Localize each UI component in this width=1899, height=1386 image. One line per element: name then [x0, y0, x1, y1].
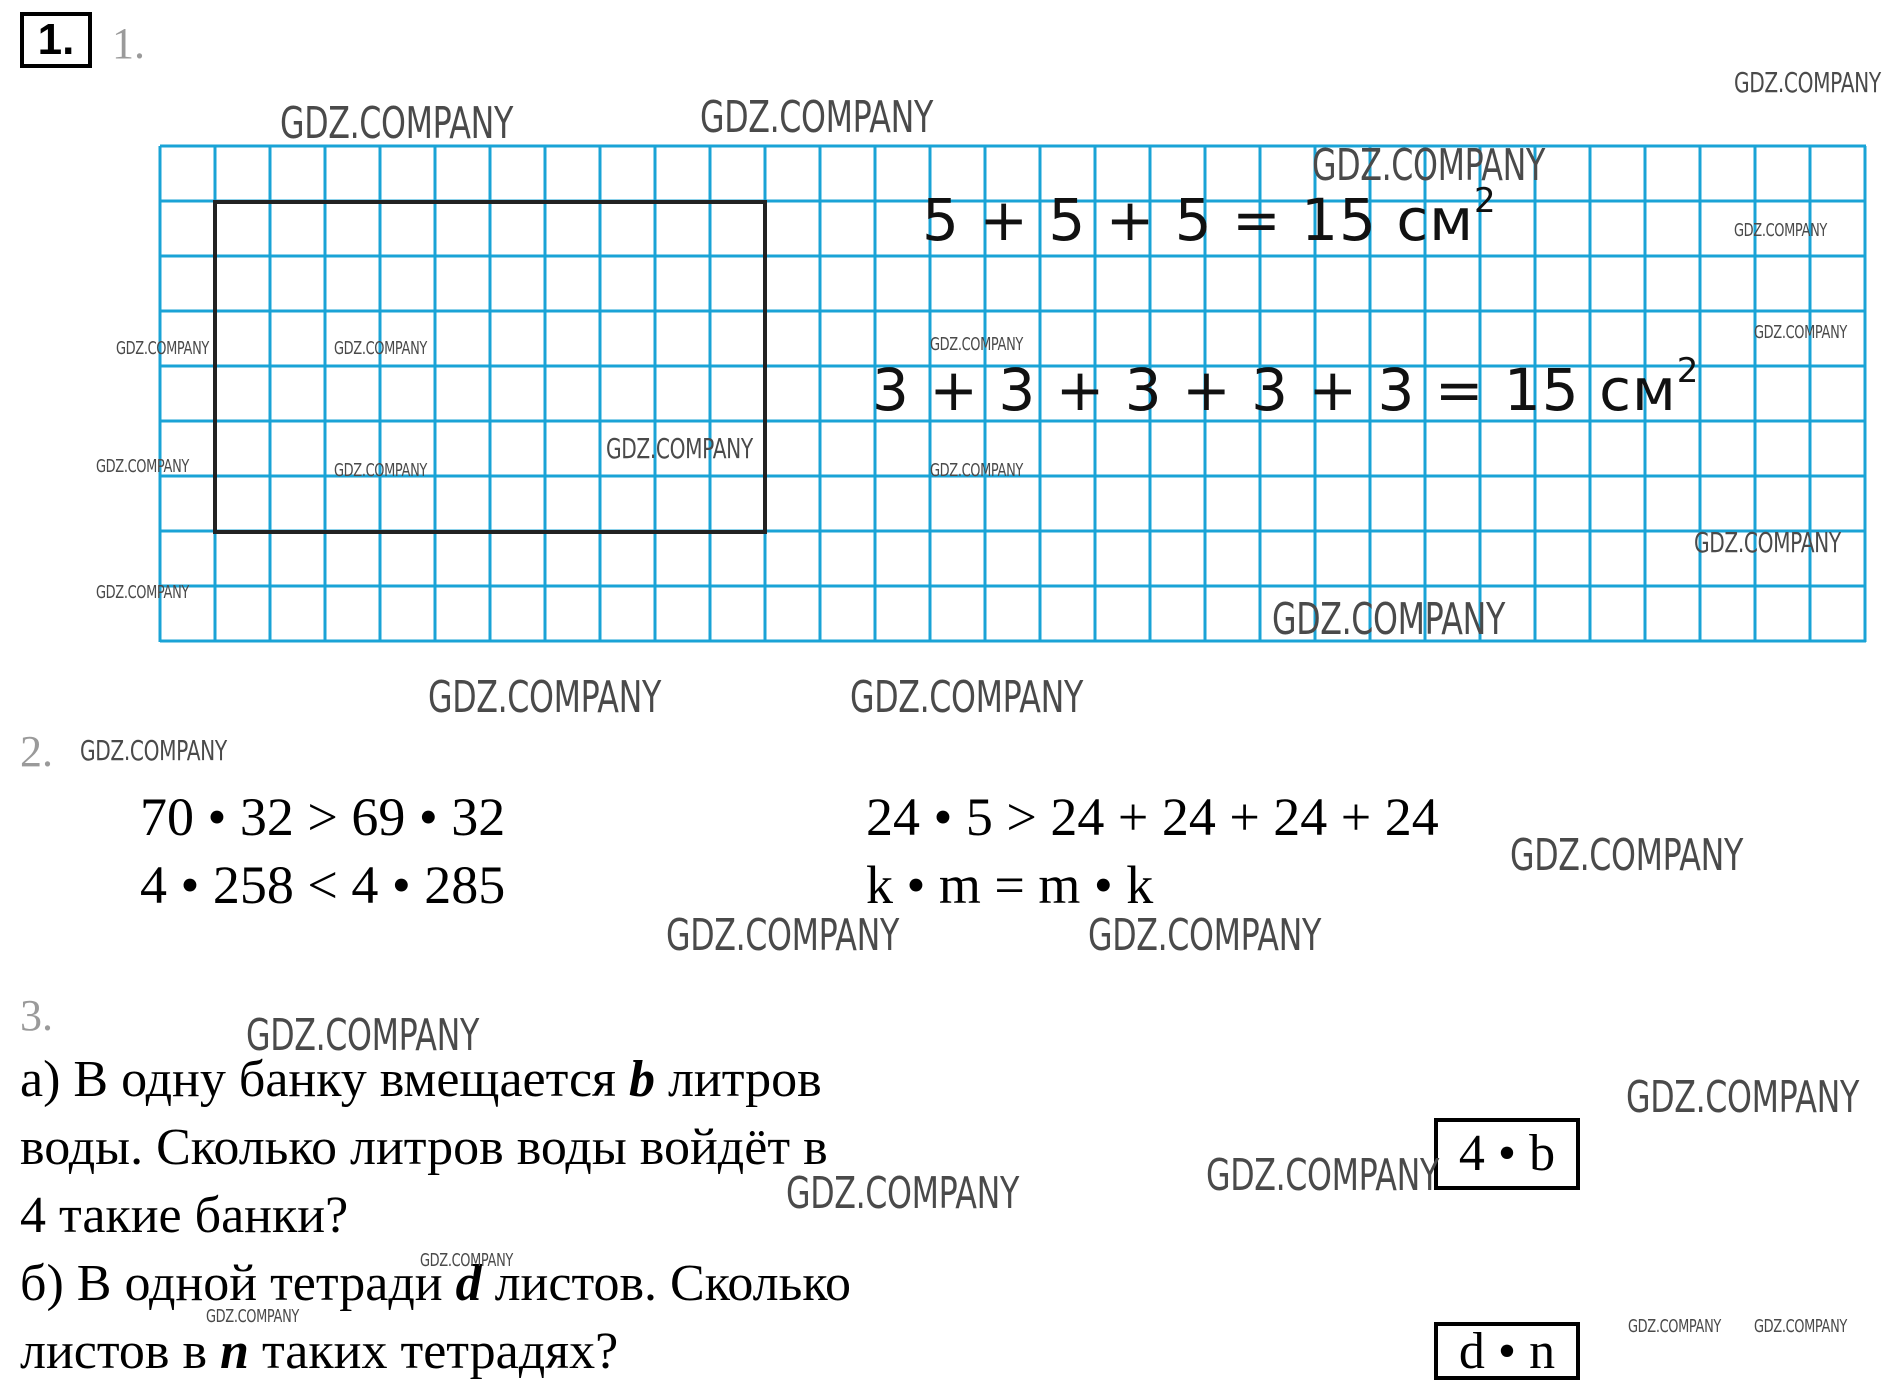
watermark: GDZ.COMPANY	[1626, 1072, 1859, 1123]
watermark: GDZ.COMPANY	[1272, 594, 1505, 645]
watermark: GDZ.COMPANY	[786, 1168, 1019, 1219]
watermark: GDZ.COMPANY	[1312, 140, 1545, 191]
problem-b-line2-post: таких тетрадях?	[248, 1323, 619, 1380]
problem-a-text-pre: а) В одну банку вмещается	[20, 1051, 629, 1108]
comparison-right-1: 24 • 5 > 24 + 24 + 24 + 24	[866, 787, 1439, 847]
problem-b-text-pre: б) В одной тетради	[20, 1255, 456, 1312]
equation-columns	[872, 351, 1700, 424]
watermark: GDZ.COMPANY	[1088, 910, 1321, 961]
watermark: GDZ.COMPANY	[206, 1306, 299, 1327]
watermark: GDZ.COMPANY	[420, 1250, 513, 1271]
watermark: GDZ.COMPANY	[850, 672, 1083, 723]
problem-a-variable: b	[628, 1051, 655, 1108]
watermark: GDZ.COMPANY	[1754, 1316, 1847, 1337]
watermark: GDZ.COMPANY	[246, 1010, 479, 1061]
watermark: GDZ.COMPANY	[1510, 830, 1743, 881]
watermark: GDZ.COMPANY	[1628, 1316, 1721, 1337]
watermark: GDZ.COMPANY	[1734, 66, 1881, 99]
comparison-left-2: 4 • 258 < 4 • 285	[140, 855, 506, 915]
equation-rows	[922, 181, 1497, 254]
part-3-label: 3.	[20, 991, 53, 1040]
answer-b-box: d • n	[1434, 1322, 1580, 1380]
watermark: GDZ.COMPANY	[428, 672, 661, 723]
problem-b-text-post: листов. Сколько	[481, 1255, 851, 1312]
problem-b-line2-pre: листов в	[20, 1323, 221, 1380]
watermark: GDZ.COMPANY	[96, 582, 189, 603]
problem-a-line-2: воды. Сколько литров воды войдёт в	[20, 1119, 828, 1176]
watermark: GDZ.COMPANY	[334, 338, 427, 359]
watermark: GDZ.COMPANY	[96, 456, 189, 477]
watermark: GDZ.COMPANY	[280, 98, 513, 149]
part-1-label: 1.	[112, 19, 145, 68]
watermark: GDZ.COMPANY	[1694, 526, 1841, 559]
equation-rows-exponent: 2	[1474, 181, 1497, 221]
problem-a-line-3: 4 такие банки?	[20, 1187, 349, 1244]
watermark: GDZ.COMPANY	[606, 432, 753, 465]
equation-rows-text: 5 + 5 + 5 = 15 см	[922, 186, 1474, 254]
watermark: GDZ.COMPANY	[930, 460, 1023, 481]
watermark: GDZ.COMPANY	[1754, 322, 1847, 343]
watermark: GDZ.COMPANY	[80, 734, 227, 767]
equation-columns-exponent: 2	[1676, 351, 1700, 391]
task-number: 1.	[20, 12, 92, 68]
comparison-right-2: k • m = m • k	[866, 855, 1154, 915]
comparison-left-1: 70 • 32 > 69 • 32	[140, 787, 506, 847]
watermark: GDZ.COMPANY	[116, 338, 209, 359]
problem-b-line-2	[20, 1318, 618, 1386]
problem-b-variable: d	[455, 1255, 482, 1312]
watermark: GDZ.COMPANY	[1734, 220, 1827, 241]
watermark: GDZ.COMPANY	[1206, 1150, 1439, 1201]
watermark: GDZ.COMPANY	[334, 460, 427, 481]
problem-a-text-post: литров	[654, 1051, 822, 1108]
watermark: GDZ.COMPANY	[666, 910, 899, 961]
part-2-label: 2.	[20, 727, 53, 776]
watermark: GDZ.COMPANY	[930, 334, 1023, 355]
equation-columns-text: 3 + 3 + 3 + 3 + 3 = 15 см	[872, 356, 1677, 424]
answer-a-box: 4 • b	[1434, 1118, 1580, 1190]
problem-b-variable-2: n	[220, 1323, 249, 1380]
watermark: GDZ.COMPANY	[700, 92, 933, 143]
